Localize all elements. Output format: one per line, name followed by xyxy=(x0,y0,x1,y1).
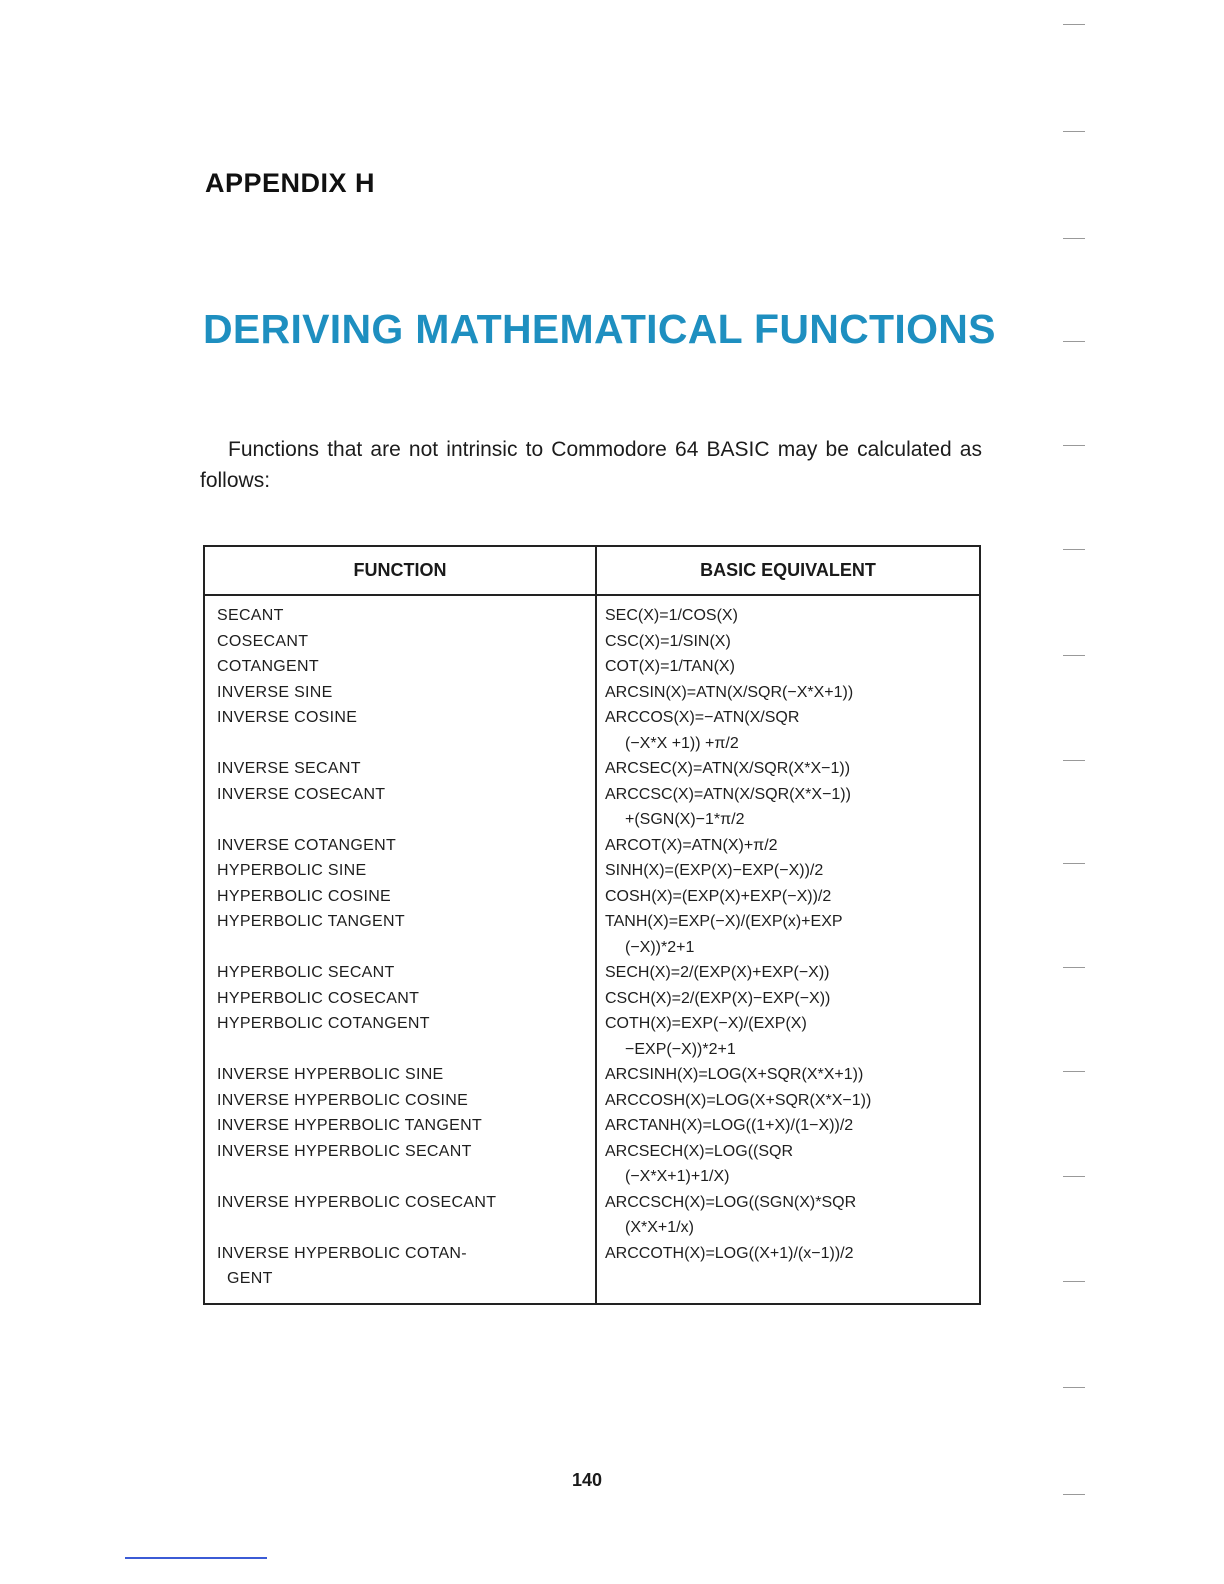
footer-underline xyxy=(125,1557,267,1559)
function-name-line: HYPERBOLIC TANGENT xyxy=(217,913,405,930)
basic-equivalent xyxy=(597,1113,979,1139)
equivalent-line: CSC(X)=1/SIN(X) xyxy=(605,632,731,650)
basic-equivalent xyxy=(597,1062,979,1088)
equivalent-line: ARCSINH(X)=LOG(X+SQR(X*X+1)) xyxy=(605,1066,864,1083)
basic-equivalent xyxy=(597,1190,979,1241)
equivalent-line: −EXP(−X))*2+1 xyxy=(625,1040,736,1058)
table-row xyxy=(205,960,979,986)
basic-equivalent xyxy=(597,705,979,756)
basic-equivalent xyxy=(597,884,979,910)
basic-equivalent xyxy=(597,680,979,706)
intro-paragraph: Functions that are not intrinsic to Commodore 64 BASIC may be calculated as follows: xyxy=(200,438,982,492)
equivalent-line: ARCSIN(X)=ATN(X/SQR(−X*X+1)) xyxy=(605,683,854,701)
table-row xyxy=(205,884,979,910)
table-row xyxy=(205,1011,979,1062)
function-name xyxy=(205,1241,597,1292)
function-name-line: COSECANT xyxy=(217,632,309,650)
header-basic-equivalent: BASIC EQUIVALENT xyxy=(700,560,876,580)
function-name xyxy=(205,782,597,833)
table-row xyxy=(205,654,979,680)
table-row xyxy=(205,1113,979,1139)
basic-equivalent xyxy=(597,603,979,629)
table-row xyxy=(205,909,979,960)
equivalent-line: ARCCSCH(X)=LOG((SGN(X)*SQR xyxy=(605,1193,857,1211)
table-row xyxy=(205,680,979,706)
function-name-line: INVERSE COTANGENT xyxy=(217,836,397,854)
basic-equivalent xyxy=(597,1088,979,1114)
equivalent-line: CSCH(X)=2/(EXP(X)−EXP(−X)) xyxy=(605,989,831,1007)
function-name xyxy=(205,705,597,756)
table-row xyxy=(205,756,979,782)
equivalent-line: (X*X+1/x) xyxy=(625,1219,694,1236)
basic-equivalent xyxy=(597,858,979,884)
function-name-line: GENT xyxy=(227,1270,273,1287)
basic-equivalent xyxy=(597,1241,979,1292)
basic-equivalent xyxy=(597,654,979,680)
header-function: FUNCTION xyxy=(205,547,597,594)
equivalent-line: SEC(X)=1/COS(X) xyxy=(605,607,738,624)
function-name xyxy=(205,654,597,680)
basic-equivalent xyxy=(597,756,979,782)
function-name-line: HYPERBOLIC SINE xyxy=(217,862,367,879)
function-name xyxy=(205,833,597,859)
equivalent-line: ARCSEC(X)=ATN(X/SQR(X*X−1)) xyxy=(605,760,851,777)
function-name-line: COTANGENT xyxy=(217,658,319,675)
function-name-line: INVERSE HYPERBOLIC COSECANT xyxy=(217,1193,497,1211)
function-name-line: INVERSE HYPERBOLIC TANGENT xyxy=(217,1117,483,1134)
function-name-line: INVERSE SECANT xyxy=(217,760,361,777)
function-name xyxy=(205,1190,597,1241)
equivalent-line: ARCOT(X)=ATN(X)+π/2 xyxy=(605,836,778,854)
basic-equivalent xyxy=(597,833,979,859)
table-row xyxy=(205,833,979,859)
page-number: 140 xyxy=(572,1470,603,1490)
function-name-line: HYPERBOLIC COTANGENT xyxy=(217,1015,430,1032)
function-name xyxy=(205,603,597,629)
function-name-line: HYPERBOLIC COSINE xyxy=(217,887,392,905)
table-body xyxy=(205,596,979,1303)
basic-equivalent xyxy=(597,1011,979,1062)
table-row xyxy=(205,1190,979,1241)
table-row xyxy=(205,629,979,655)
column-divider xyxy=(595,596,597,1303)
function-name xyxy=(205,960,597,986)
equivalent-line: ARCCOS(X)=−ATN(X/SQR xyxy=(605,709,800,726)
function-name xyxy=(205,1011,597,1062)
table-row xyxy=(205,1062,979,1088)
function-name xyxy=(205,909,597,960)
equivalent-line: COSH(X)=(EXP(X)+EXP(−X))/2 xyxy=(605,887,832,905)
function-name-line: INVERSE COSECANT xyxy=(217,785,386,803)
equivalent-line: COT(X)=1/TAN(X) xyxy=(605,658,735,675)
equivalent-line: ARCCOSH(X)=LOG(X+SQR(X*X−1)) xyxy=(605,1091,872,1109)
appendix-label: APPENDIX H xyxy=(205,168,376,198)
equivalent-line: ARCSECH(X)=LOG((SQR xyxy=(605,1142,794,1160)
table-row xyxy=(205,986,979,1012)
equivalent-line: +(SGN(X)−1*π/2 xyxy=(625,811,745,828)
function-name-line: HYPERBOLIC SECANT xyxy=(217,964,395,981)
function-name-line: INVERSE HYPERBOLIC COTAN- xyxy=(217,1244,467,1262)
equivalent-line: COTH(X)=EXP(−X)/(EXP(X) xyxy=(605,1015,807,1032)
function-name-line: INVERSE COSINE xyxy=(217,709,358,726)
table-row xyxy=(205,705,979,756)
function-name-line: INVERSE HYPERBOLIC SINE xyxy=(217,1066,444,1083)
equivalent-line: SECH(X)=2/(EXP(X)+EXP(−X)) xyxy=(605,964,830,981)
function-name xyxy=(205,884,597,910)
function-name-line: HYPERBOLIC COSECANT xyxy=(217,989,420,1007)
function-name xyxy=(205,1088,597,1114)
equivalent-line: TANH(X)=EXP(−X)/(EXP(x)+EXP xyxy=(605,913,843,930)
function-name xyxy=(205,756,597,782)
table-row xyxy=(205,782,979,833)
function-name-line: INVERSE HYPERBOLIC COSINE xyxy=(217,1091,469,1109)
basic-equivalent xyxy=(597,909,979,960)
table-header xyxy=(205,547,979,596)
equivalent-line: ARCCOTH(X)=LOG((X+1)/(x−1))/2 xyxy=(605,1244,854,1262)
basic-equivalent xyxy=(597,1139,979,1190)
function-name-line: SECANT xyxy=(217,607,284,624)
table-row xyxy=(205,1139,979,1190)
table-rows xyxy=(205,596,979,1292)
equivalent-line: (−X*X+1)+1/X) xyxy=(625,1168,730,1185)
function-name xyxy=(205,629,597,655)
function-name-line: INVERSE HYPERBOLIC SECANT xyxy=(217,1142,472,1160)
function-name xyxy=(205,858,597,884)
basic-equivalent xyxy=(597,629,979,655)
function-name xyxy=(205,680,597,706)
equivalent-line: SINH(X)=(EXP(X)−EXP(−X))/2 xyxy=(605,862,824,879)
equivalent-line: (−X*X +1)) +π/2 xyxy=(625,734,739,752)
function-name xyxy=(205,1139,597,1190)
basic-equivalent xyxy=(597,782,979,833)
table-row xyxy=(205,858,979,884)
function-name-line: INVERSE SINE xyxy=(217,683,333,701)
equivalent-line: ARCCSC(X)=ATN(X/SQR(X*X−1)) xyxy=(605,785,851,803)
function-name xyxy=(205,1062,597,1088)
function-name xyxy=(205,986,597,1012)
equivalent-line: ARCTANH(X)=LOG((1+X)/(1−X))/2 xyxy=(605,1117,854,1134)
page-title: DERIVING MATHEMATICAL FUNCTIONS xyxy=(203,306,996,352)
table-row xyxy=(205,1088,979,1114)
table-row xyxy=(205,603,979,629)
basic-equivalent xyxy=(597,986,979,1012)
basic-equivalent xyxy=(597,960,979,986)
table-row xyxy=(205,1241,979,1292)
function-name xyxy=(205,1113,597,1139)
equivalent-line: (−X))*2+1 xyxy=(625,938,695,956)
functions-table xyxy=(203,545,981,1305)
